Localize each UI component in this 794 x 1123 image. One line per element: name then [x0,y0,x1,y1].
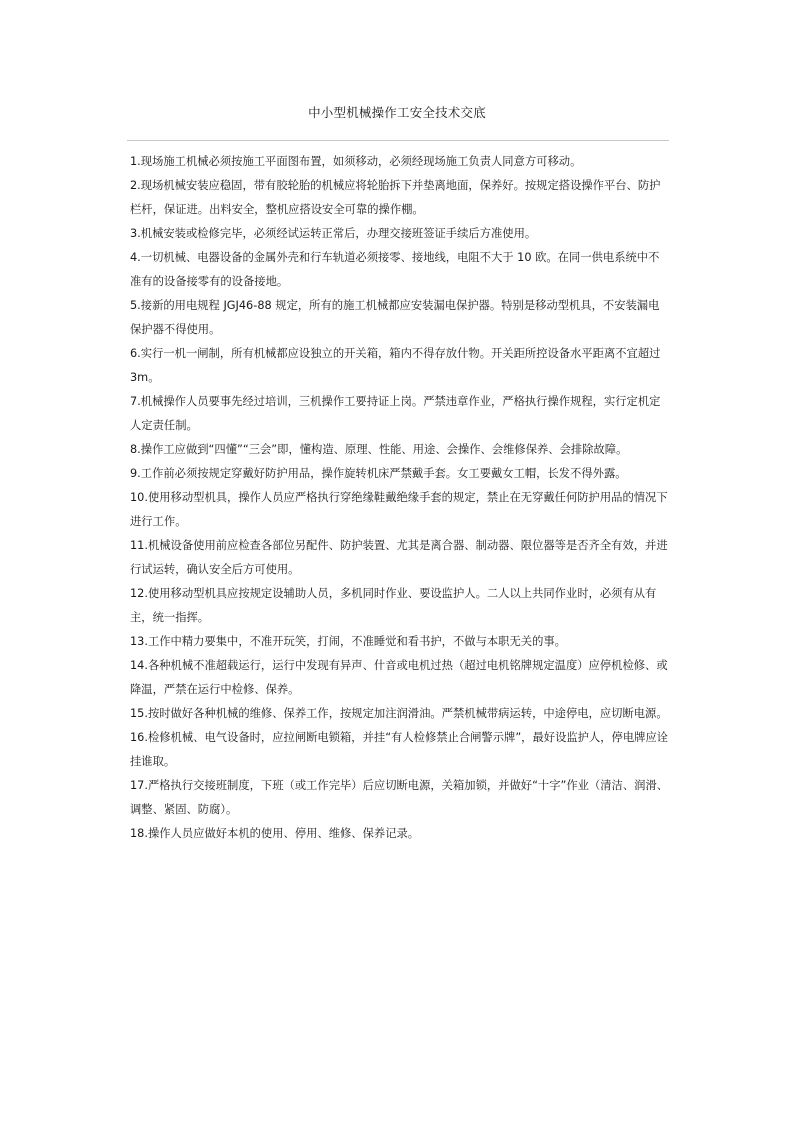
item-text: 11.机械设备使用前应检查各部位另配件、防护装置、尤其是离合器、制动器、限位器等是否齐全有效，并进行试运转，确认安全后方可使用。 [130,539,668,576]
list-item [130,702,670,726]
list-item [130,630,670,654]
item-text: 5.接新的用电规程 JGJ46-88 规定，所有的施工机械都应安装漏电保护器。特别是移动型机具，不安装漏电保护器不得使用。 [130,299,660,336]
item-text: 7.机械操作人员要事先经过培训，三机操作工要持证上岗。严禁违章作业，严格执行操作规程，实行定机定人定责任制。 [130,395,661,432]
list-item [130,486,670,534]
list-item [130,654,670,702]
list-item [130,438,670,462]
item-text: 18.操作人员应做好本机的使用、停用、维修、保养记录。 [130,827,420,840]
item-text: 1.现场施工机械必须按施工平面图布置，如须移动，必须经现场施工负责人同意方可移动。 [130,155,582,168]
item-text: 9.工作前必须按规定穿戴好防护用品，操作旋转机床严禁戴手套。女工要戴女工帽，长发不得外露。 [130,467,627,480]
list-item [130,774,670,822]
list-item [130,534,670,582]
title-divider [127,140,669,141]
item-text: 12.使用移动型机具应按规定设辅助人员，多机同时作业、要设监护人。二人以上共同作业时，必须有从有主，统一指挥。 [130,587,657,624]
item-text: 4.一切机械、电器设备的金属外壳和行车轨道必须接零、接地线，电阻不大于 10 欧。在同一供电系统中不准有的设备接零有的设备接地。 [130,251,660,288]
item-text: 2.现场机械安装应稳固，带有胶轮胎的机械应将轮胎拆下并垫离地面，保养好。按规定搭设操作平台、防护栏杆，保证进。出料安全，整机应搭设安全可靠的操作棚。 [130,179,661,216]
item-text: 8.操作工应做到“四懂”“三会”即，懂构造、原理、性能、用途、会操作、会维修保养、会排除故障。 [130,443,628,456]
list-item [130,726,670,774]
list-item [130,462,670,486]
list-item [130,822,670,846]
item-text: 14.各种机械不准超载运行，运行中发现有异声、什音或电机过热（超过电机铭牌规定温度）应停机检修、或降温，严禁在运行中检修、保养。 [130,659,668,696]
item-text: 13.工作中精力要集中，不准开玩笑，打闹，不准睡觉和看书护，不做与本职无关的事。 [130,635,566,648]
list-item [130,174,670,222]
list-item [130,246,670,294]
list-item [130,582,670,630]
list-item [130,342,670,390]
list-item [130,222,670,246]
item-text: 15.按时做好各种机械的维修、保养工作，按规定加注润滑油。严禁机械带病运转，中途停电，应切断电源。 [130,707,668,720]
item-text: 16.检修机械、电气设备时，应拉闸断电锁箱，并挂“有人检修禁止合闸警示牌”，最好设监护人，停电牌应诠挂谁取。 [130,731,669,768]
list-item [130,294,670,342]
safety-items-list [130,150,670,846]
item-text: 10.使用移动型机具，操作人员应严格执行穿绝缘鞋戴绝缘手套的规定，禁止在无穿戴任何防护用品的情况下进行工作。 [130,491,668,528]
item-text: 3.机械安装或检修完毕，必须经试运转正常后，办理交接班签证手续后方准使用。 [130,227,537,240]
item-text: 6.实行一机一闸制，所有机械都应设独立的开关箱，箱内不得存放什物。开关距所控设备水平距离不宜超过 3m。 [130,347,661,384]
item-text: 17.严格执行交接班制度，下班（或工作完毕）后应切断电源，关箱加锁，并做好“十字”作业（清洁、润滑、调整、紧固、防腐）。 [130,779,669,816]
document-title: 中小型机械操作工安全技术交底 [308,105,486,120]
list-item [130,150,670,174]
list-item [130,390,670,438]
